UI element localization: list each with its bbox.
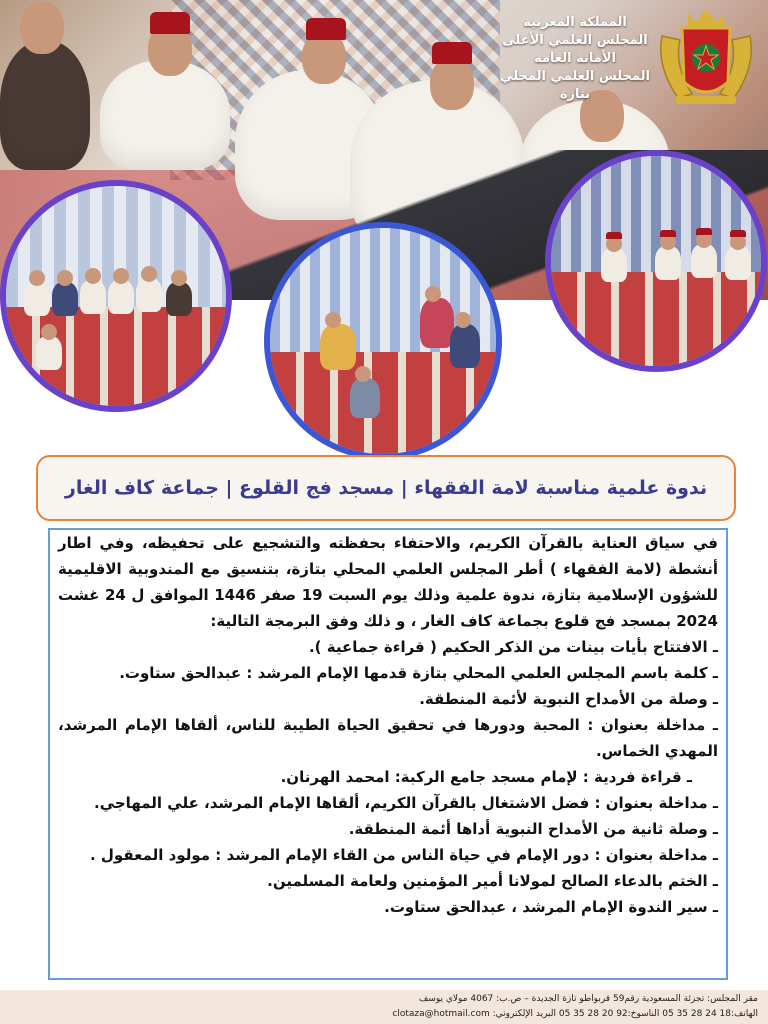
program-item: ـ سير الندوة الإمام المرشد ، عبدالحق ستاوت. — [384, 898, 718, 916]
org-line: المجلس العلمي الأعلى — [502, 33, 648, 48]
org-line: المجلس العلمي المحلي — [500, 69, 650, 84]
program-item: ـ الختم بالدعاء الصالح لمولانا أمير المؤمنين ولعامة المسلمين. — [267, 872, 718, 890]
org-line: المملكة المغربية — [523, 15, 627, 30]
intro-paragraph: في سياق العناية بالقرآن الكريم، والاحتفاء بحفظته والتشجيع على تحفيظه، وفي اطار أنشطة (لامة الفقهاء ) أطر المجلس العلمي المحلي بتازة، بتنسيق مع المندوبية الاقليمية للشؤون الإسلامية بتازة، ندوة علمية وذلك يوم السبت 19 صفر 1446 الموافق ل 24 غشت 2024 بمسجد فج قلوع بجماعة كاف الغار ، و ذلك وفق البرمجة التالية: — [58, 534, 718, 630]
fez-hat — [306, 18, 346, 40]
event-photo-circle — [545, 150, 767, 372]
program-item: ـ مداخلة بعنوان : دور الإمام في حياة الناس من القاء الإمام المرشد : مولود المعقول . — [90, 846, 718, 864]
person-face — [430, 58, 474, 110]
person-face — [20, 2, 64, 54]
organization-name — [500, 14, 650, 104]
program-item: ـ وصلة ثانية من الأمداح النبوية أداها أئمة المنطقة. — [348, 820, 718, 838]
fez-hat — [432, 42, 472, 64]
footer — [0, 990, 768, 1024]
footer-contacts: الهاتف:18 24 28 35 05 الناسوخ:92 20 28 35 05 البريد الإلكتروني: clotaza@hotmail.com — [392, 1009, 758, 1019]
fez-hat — [150, 12, 190, 34]
program-item: ـ مداخلة بعنوان : المحبة ودورها في تحقيق الحياة الطيبة للناس، ألقاها الإمام المرشد، المهدي الخماس. — [58, 716, 718, 760]
org-line: بتازة — [559, 87, 591, 102]
org-line: الأمانة العامة — [534, 51, 616, 66]
program-item: ـ وصلة من الأمداح النبوية لأئمة المنطقة. — [419, 690, 718, 708]
moroccan-coat-of-arms-icon — [652, 6, 760, 110]
program-item: ـ قراءة فردية : لإمام مسجد جامع الركبة: امحمد الهرنان. — [280, 768, 692, 786]
event-photo-circle — [264, 222, 502, 460]
title-banner — [36, 455, 736, 521]
article-body — [58, 530, 718, 920]
footer-address: مقر المجلس: تجزئة المسعودية رقم59 قربواطو تازة الجديدة – ص.ب: 4067 مولاي يوسف — [418, 994, 758, 1004]
program-item: ـ الافتتاح بأيات بينات من الذكر الحكيم ( قراءة جماعية ). — [308, 638, 718, 656]
event-photo-circle — [0, 180, 232, 412]
program-item: ـ كلمة باسم المجلس العلمي المحلي بتازة قدمها الإمام المرشد : عبدالحق ستاوت. — [119, 664, 718, 682]
program-item: ـ مداخلة بعنوان : فضل الاشتغال بالقرآن الكريم، ألقاها الإمام المرشد، علي المهاجي. — [94, 794, 718, 812]
page-title: ندوة علمية مناسبة لامة الفقهاء | مسجد فج القلوع | جماعة كاف الغار — [64, 477, 708, 499]
